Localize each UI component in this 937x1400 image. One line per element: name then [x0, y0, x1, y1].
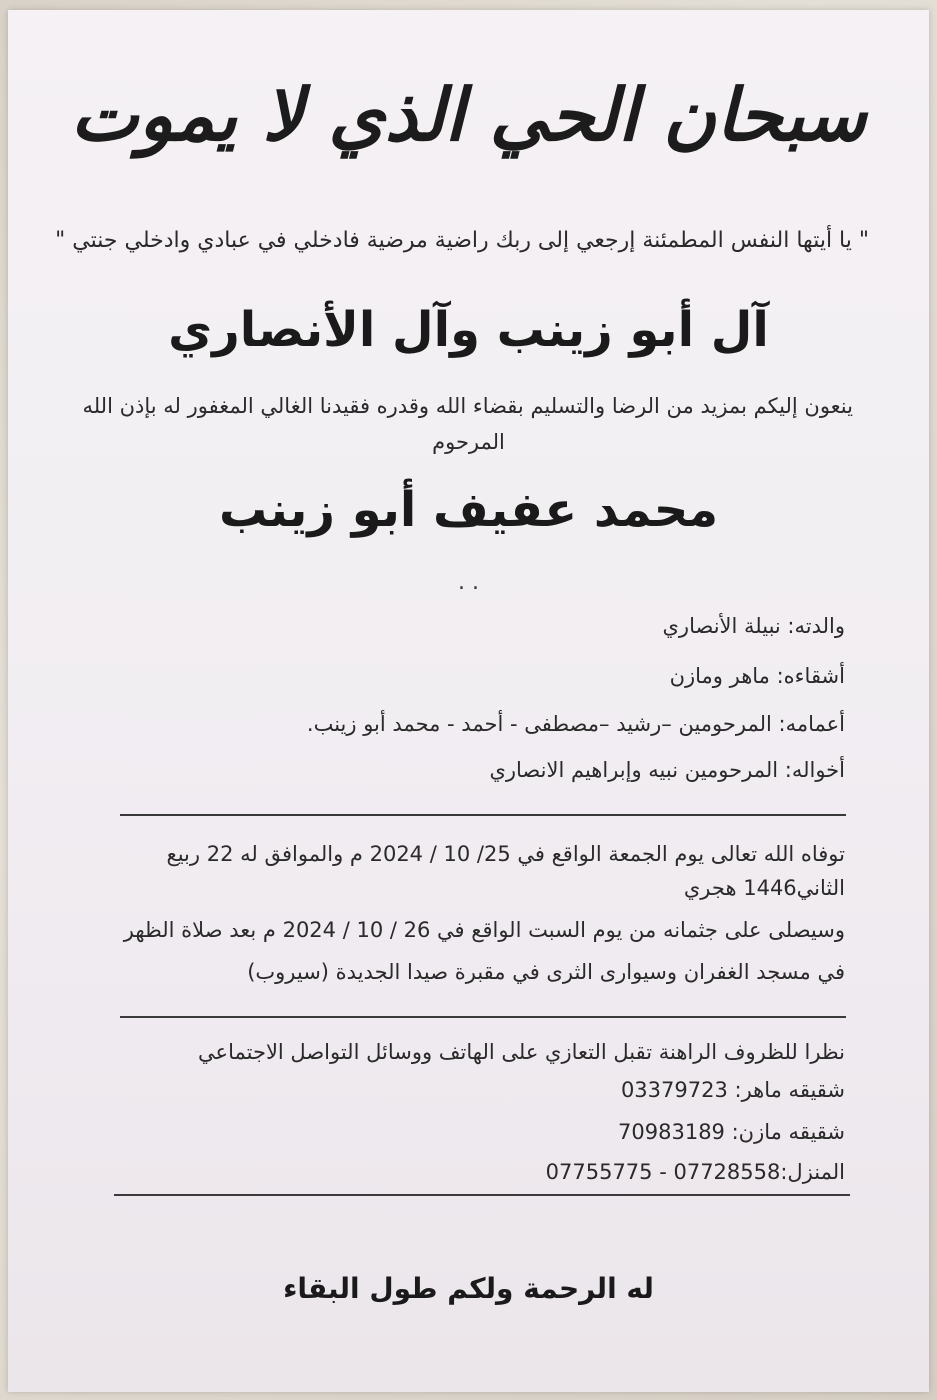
divider-line: [120, 814, 846, 816]
announcement-late-label: المرحوم: [432, 430, 505, 454]
relative-brothers: أشقاءه: ماهر ومازن: [669, 664, 845, 688]
obituary-notice: [8, 10, 929, 1392]
calligraphy-heading: سبحان الحي الذي لا يموت: [70, 72, 867, 157]
separator-dots: . .: [458, 570, 479, 595]
death-date-line: توفاه الله تعالى يوم الجمعة الواقع في 25/ 10 / 2024 م والموافق له 22 ربيع: [166, 842, 845, 866]
announcement-line: ينعون إليكم بمزيد من الرضا والتسليم بقضاء الله وقدره فقيدنا الغالي المغفور له بإذن الله: [82, 394, 853, 418]
burial-location-line: في مسجد الغفران وسيوارى الثرى في مقبرة صيدا الجديدة (سيروب): [247, 960, 845, 984]
closing-phrase: له الرحمة ولكم طول البقاء: [283, 1272, 654, 1305]
quran-verse: " يا أيتها النفس المطمئنة إرجعي إلى ربك راضية مرضية فادخلي في عبادي وادخلي جنتي ": [55, 228, 869, 253]
contact-mazen-phone: شقيقه مازن: 70983189: [618, 1120, 845, 1144]
divider-line: [120, 1016, 846, 1018]
death-hijri-date-line: الثاني1446 هجري: [683, 876, 845, 900]
contact-home-phone: المنزل:07728558 - 07755775: [545, 1160, 845, 1184]
funeral-prayer-line: وسيصلى على جثمانه من يوم السبت الواقع في 26 / 10 / 2024 م بعد صلاة الظهر: [123, 918, 845, 942]
deceased-name: محمد عفيف أبو زينب: [218, 482, 719, 538]
contact-maher-phone: شقيقه ماهر: 03379723: [620, 1078, 845, 1102]
relative-paternal-uncles: أعمامه: المرحومين –رشيد –مصطفى - أحمد - محمد أبو زينب.: [306, 712, 845, 736]
families-title: آل أبو زينب وآل الأنصاري: [168, 302, 769, 358]
relative-mother: والدته: نبيلة الأنصاري: [662, 614, 845, 638]
divider-line: [114, 1194, 850, 1196]
relative-maternal-uncles: أخواله: المرحومين نبيه وإبراهيم الانصاري: [489, 758, 845, 782]
condolence-note: نظرا للظروف الراهنة تقبل التعازي على الهاتف ووسائل التواصل الاجتماعي: [198, 1040, 845, 1064]
